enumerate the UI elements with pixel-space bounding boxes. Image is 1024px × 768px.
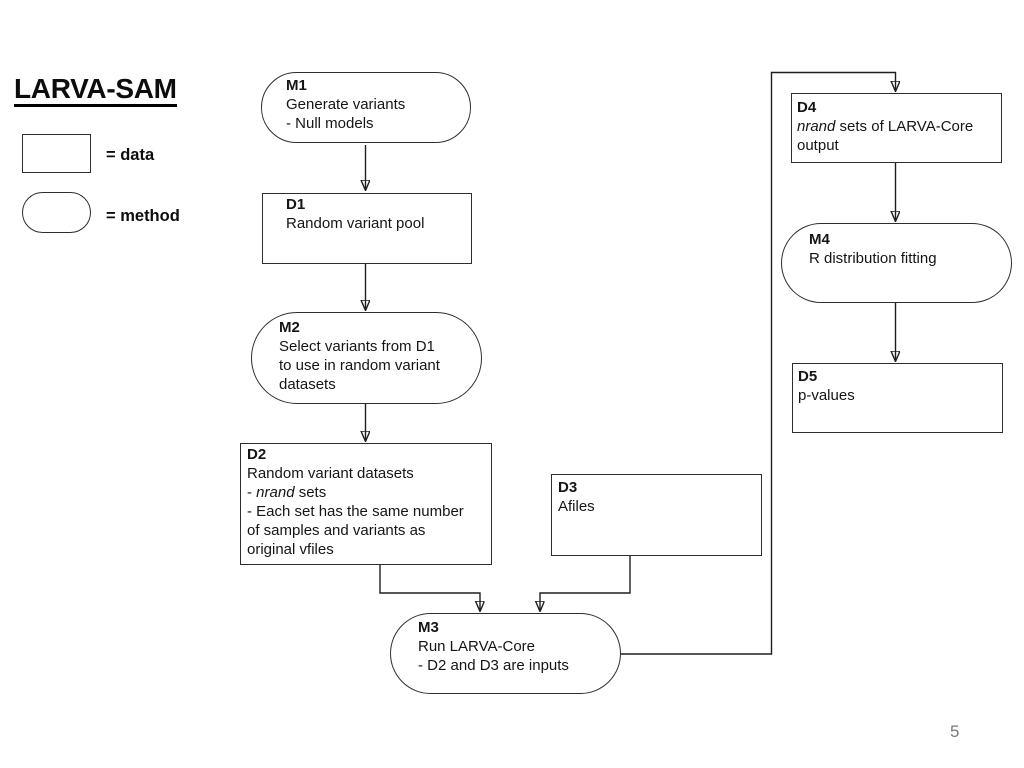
node-d3 bbox=[551, 474, 762, 556]
arrow-d3-to-m3 bbox=[540, 556, 630, 611]
page-number: 5 bbox=[950, 722, 960, 741]
node-line: datasets bbox=[279, 376, 336, 393]
node-m3 bbox=[390, 613, 621, 694]
node-line: of samples and variants as bbox=[247, 522, 426, 539]
node-id: M4 bbox=[809, 231, 830, 248]
node-line: Random variant pool bbox=[286, 215, 425, 232]
node-line: output bbox=[797, 137, 839, 154]
node-line: Afiles bbox=[558, 498, 595, 515]
node-line: Select variants from D1 bbox=[279, 338, 435, 355]
node-id: M1 bbox=[286, 77, 307, 94]
node-d5 bbox=[792, 363, 1003, 433]
node-id: M2 bbox=[279, 319, 300, 336]
page-title: LARVA-SAM bbox=[14, 76, 177, 107]
node-line: - nrand sets bbox=[247, 484, 327, 501]
legend-data-shape bbox=[22, 134, 91, 173]
node-m2 bbox=[251, 312, 482, 404]
legend-method-shape bbox=[22, 192, 91, 233]
node-line: Random variant datasets bbox=[247, 465, 414, 482]
node-line: to use in random variant bbox=[279, 357, 440, 374]
legend-data-label: = data bbox=[106, 146, 155, 164]
node-id: D1 bbox=[286, 196, 306, 213]
node-id: M3 bbox=[418, 619, 439, 636]
node-line: R distribution fitting bbox=[809, 250, 937, 267]
node-line: nrand sets of LARVA-Core bbox=[797, 118, 974, 135]
node-id: D4 bbox=[797, 99, 817, 116]
node-d4 bbox=[791, 93, 1002, 163]
node-id: D5 bbox=[798, 368, 818, 385]
node-line: Generate variants bbox=[286, 96, 406, 113]
node-d1 bbox=[262, 193, 472, 264]
node-line: - Null models bbox=[286, 115, 374, 132]
node-line: - Each set has the same number bbox=[247, 503, 464, 520]
node-id: D2 bbox=[247, 446, 267, 463]
node-m1 bbox=[261, 72, 471, 143]
node-line: Run LARVA-Core bbox=[418, 638, 535, 655]
arrow-d2-to-m3 bbox=[380, 565, 480, 611]
node-line: original vfiles bbox=[247, 541, 334, 558]
node-line: p-values bbox=[798, 387, 855, 404]
legend-method-label: = method bbox=[106, 207, 180, 225]
node-id: D3 bbox=[558, 479, 578, 496]
node-line: - D2 and D3 are inputs bbox=[418, 657, 569, 674]
node-m4 bbox=[781, 223, 1012, 303]
node-d2 bbox=[240, 443, 492, 565]
